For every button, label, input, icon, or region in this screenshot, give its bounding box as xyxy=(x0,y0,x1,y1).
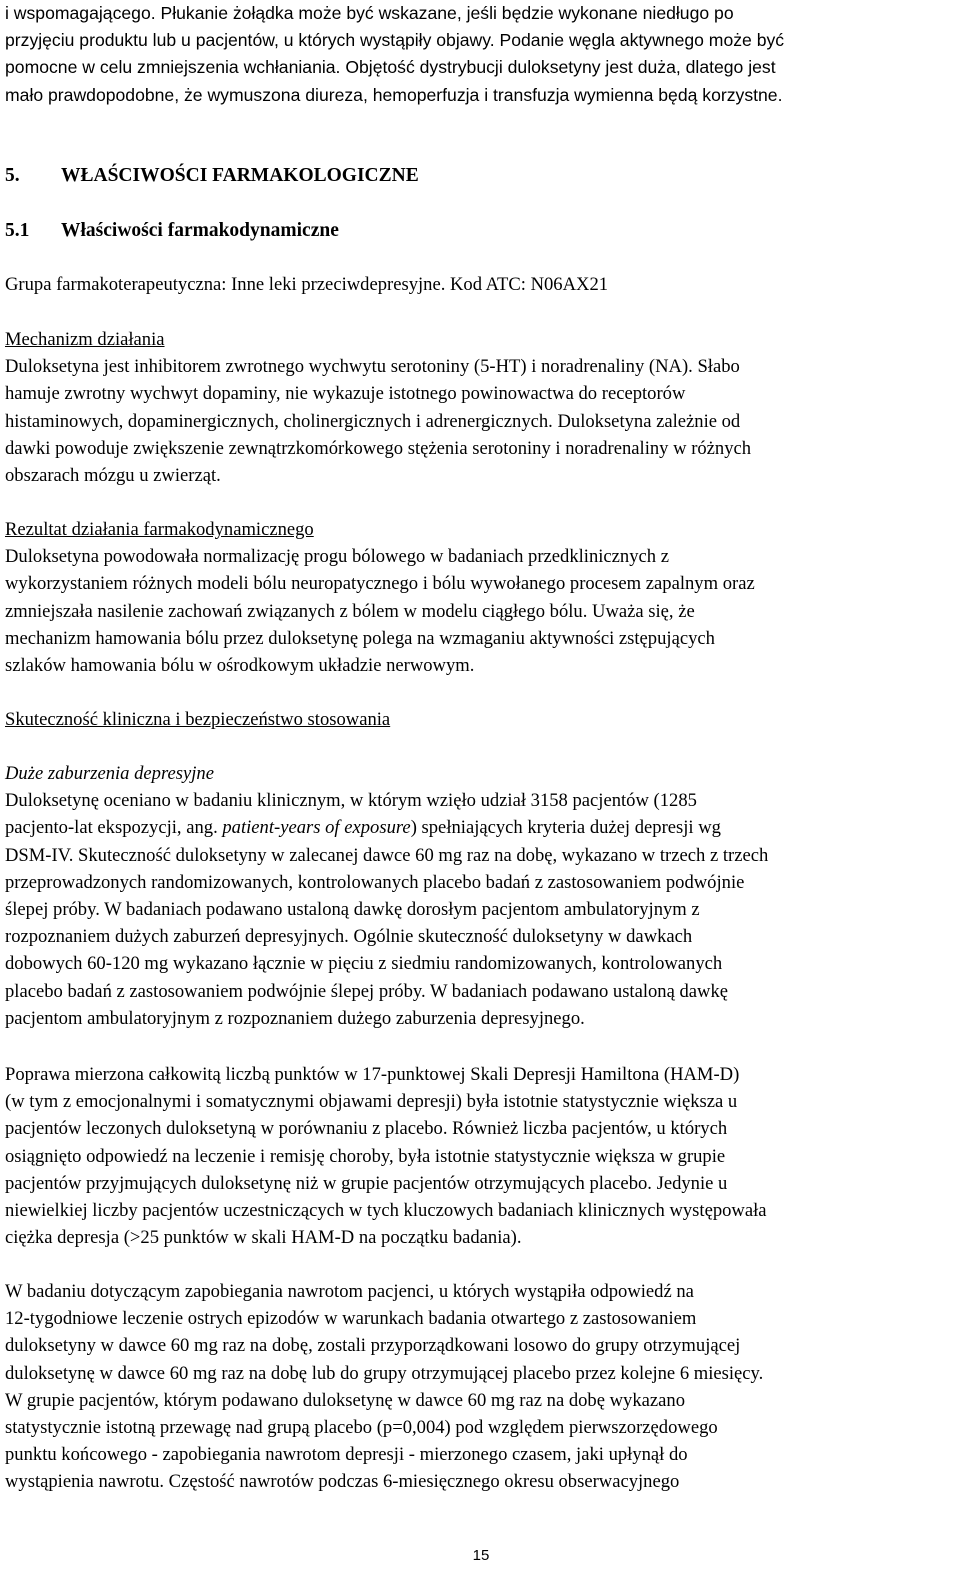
text-line: Poprawa mierzona całkowitą liczbą punktów w 17-punktowej Skali Depresji Hamiltona (HAM-D) xyxy=(5,1064,740,1085)
text-line: 12-tygodniowe leczenie ostrych epizodów w warunkach badania otwartego z zastosowaniem xyxy=(5,1308,697,1330)
text-line: ciężka depresja (>25 punktów w skali HAM-D na początku badania). xyxy=(5,1227,522,1249)
text-line: Duloksetyna jest inhibitorem zwrotnego wychwytu serotoniny (5-HT) i noradrenaliny (NA). Słabo xyxy=(5,356,740,378)
mechanism-heading: Mechanizm działania xyxy=(5,329,165,350)
text-line: DSM-IV. Skuteczność duloksetyny w zalecanej dawce 60 mg raz na dobę, wykazano w trzech z trzech xyxy=(5,844,769,866)
depression-subheading: Duże zaburzenia depresyjne xyxy=(5,763,214,784)
text-line: pomocne w celu zmniejszenia wchłaniania. Objętość dystrybucji duloksetyny jest duża, dlatego jest xyxy=(5,57,776,78)
text-line: pacjentów leczonych duloksetyną w porównaniu z placebo. Również liczba pacjentów, u których xyxy=(5,1118,728,1140)
efficacy-paragraph-2 xyxy=(5,1061,957,1251)
text-line: statystycznie istotną przewagę nad grupą placebo (p=0,004) pod względem pierwszorzędowego xyxy=(5,1417,718,1439)
efficacy-heading: Skuteczność kliniczna i bezpieczeństwo stosowania xyxy=(5,709,391,730)
italic-term: patient-years of exposure xyxy=(222,817,411,839)
text-line: wystąpienia nawrotu. Częstość nawrotów podczas 6-miesięcznego okresu obserwacyjnego xyxy=(5,1471,680,1493)
section-5-heading xyxy=(5,162,957,189)
text-line: histaminowych, dopaminergicznych, cholinergicznych i adrenergicznych. Duloksetyna zależnie od xyxy=(5,410,741,432)
section-number: 5.1 xyxy=(5,220,30,241)
efficacy-paragraph-3 xyxy=(5,1278,957,1496)
pharmacodynamic-effect-heading: Rezultat działania farmakodynamicznego xyxy=(5,519,314,540)
intro-paragraph xyxy=(5,0,957,109)
text-line: zmniejszała nasilenie zachowań związanych z bólem w modelu ciągłego bólu. Uważa się, że xyxy=(5,600,695,622)
text-line: wykorzystaniem różnych modeli bólu neuropatycznego i bólu wywołanego procesem zapalnym oraz xyxy=(5,573,755,595)
text-line: punktu końcowego - zapobiegania nawrotom depresji - mierzonego czasem, jaki upłynął do xyxy=(5,1444,688,1466)
text-line: pacjentów przyjmujących duloksetynę niż w grupie pacjentów otrzymujących placebo. Jedynie u xyxy=(5,1172,728,1194)
text-line: przeprowadzonych randomizowanych, kontrolowanych placebo badań z zastosowaniem podwójnie xyxy=(5,871,745,893)
text-line: duloksetyny w dawce 60 mg raz na dobę, zostali przyporządkowani losowo do grupy otrzymującej xyxy=(5,1335,741,1357)
mechanism-section xyxy=(5,326,957,489)
section-number: 5. xyxy=(5,165,20,186)
text-line xyxy=(5,814,957,841)
section-title: Właściwości farmakodynamiczne xyxy=(61,220,339,241)
section-title: WŁAŚCIWOŚCI FARMAKOLOGICZNE xyxy=(61,165,419,186)
text-span: ) spełniających kryteria dużej depresji wg xyxy=(410,817,721,839)
text-line: szlaków hamowania bólu w ośrodkowym układzie nerwowym. xyxy=(5,655,475,677)
text-line: niewielkiej liczby pacjentów uczestniczących w tych kluczowych badaniach klinicznych występowała xyxy=(5,1200,767,1222)
page-number: 15 xyxy=(472,1547,490,1564)
text-line: ślepej próby. W badaniach podawano ustaloną dawkę dorosłym pacjentom ambulatoryjnym z xyxy=(5,899,700,921)
text-span: pacjento-lat ekspozycji, ang. xyxy=(5,817,223,839)
text-line: obszarach mózgu u zwierząt. xyxy=(5,465,221,487)
text-line: osiągnięto odpowiedź na leczenie i remisję choroby, była istotnie statystycznie większa w grupie xyxy=(5,1145,726,1167)
text-line: Duloksetynę oceniano w badaniu klinicznym, w którym wzięło udział 3158 pacjentów (1285 xyxy=(5,790,697,812)
text-line: duloksetynę w dawce 60 mg raz na dobę lub do grupy otrzymującej placebo przez kolejne 6 miesięcy. xyxy=(5,1362,764,1384)
text-line: (w tym z emocjonalnymi i somatycznymi objawami depresji) była istotnie statystycznie większa u xyxy=(5,1091,738,1113)
text-line: Duloksetyna powodowała normalizację progu bólowego w badaniach przedklinicznych z xyxy=(5,546,669,568)
text-line: placebo badań z zastosowaniem podwójnie ślepej próby. W badaniach podawano ustaloną dawkę xyxy=(5,980,729,1002)
text-line: mechanizm hamowania bólu przez duloksetynę polega na wzmaganiu aktywności zstępujących xyxy=(5,627,715,649)
text-line: W grupie pacjentów, którym podawano duloksetynę w dawce 60 mg raz na dobę wykazano xyxy=(5,1389,686,1411)
text-line: dawki powoduje zwiększenie zewnątrzkomórkowego stężenia serotoniny i noradrenaliny w różnych xyxy=(5,437,752,459)
text-line: mało prawdopodobne, że wymuszona diureza, hemoperfuzja i transfuzja wymienna będą korzystne. xyxy=(5,84,783,105)
text-line: W badaniu dotyczącym zapobiegania nawrotom pacjenci, u których wystąpiła odpowiedź na xyxy=(5,1281,694,1302)
text-line: i wspomagającego. Płukanie żołądka może być wskazane, jeśli będzie wykonane niedługo po xyxy=(5,3,734,23)
text-line: dobowych 60-120 mg wykazano łącznie w pięciu z siedmiu randomizowanych, kontrolowanych xyxy=(5,953,723,975)
text-line: pacjentom ambulatoryjnym z rozpoznaniem dużego zaburzenia depresyjnego. xyxy=(5,1007,585,1029)
text-line: przyjęciu produktu lub u pacjentów, u których wystąpiły objawy. Podanie węgla aktywnego może być xyxy=(5,30,785,51)
text-line: rozpoznaniem dużych zaburzeń depresyjnych. Ogólnie skuteczność duloksetyny w dawkach xyxy=(5,926,693,948)
text-line: hamuje zwrotny wychwyt dopaminy, nie wykazuje istotnego powinowactwa do receptorów xyxy=(5,383,686,405)
pharmacodynamic-effect-section xyxy=(5,516,957,679)
efficacy-paragraph-1 xyxy=(5,760,957,1032)
section-5-1-heading xyxy=(5,217,957,244)
pharmacotherapeutic-group: Grupa farmakoterapeutyczna: Inne leki przeciwdepresyjne. Kod ATC: N06AX21 xyxy=(5,274,609,295)
